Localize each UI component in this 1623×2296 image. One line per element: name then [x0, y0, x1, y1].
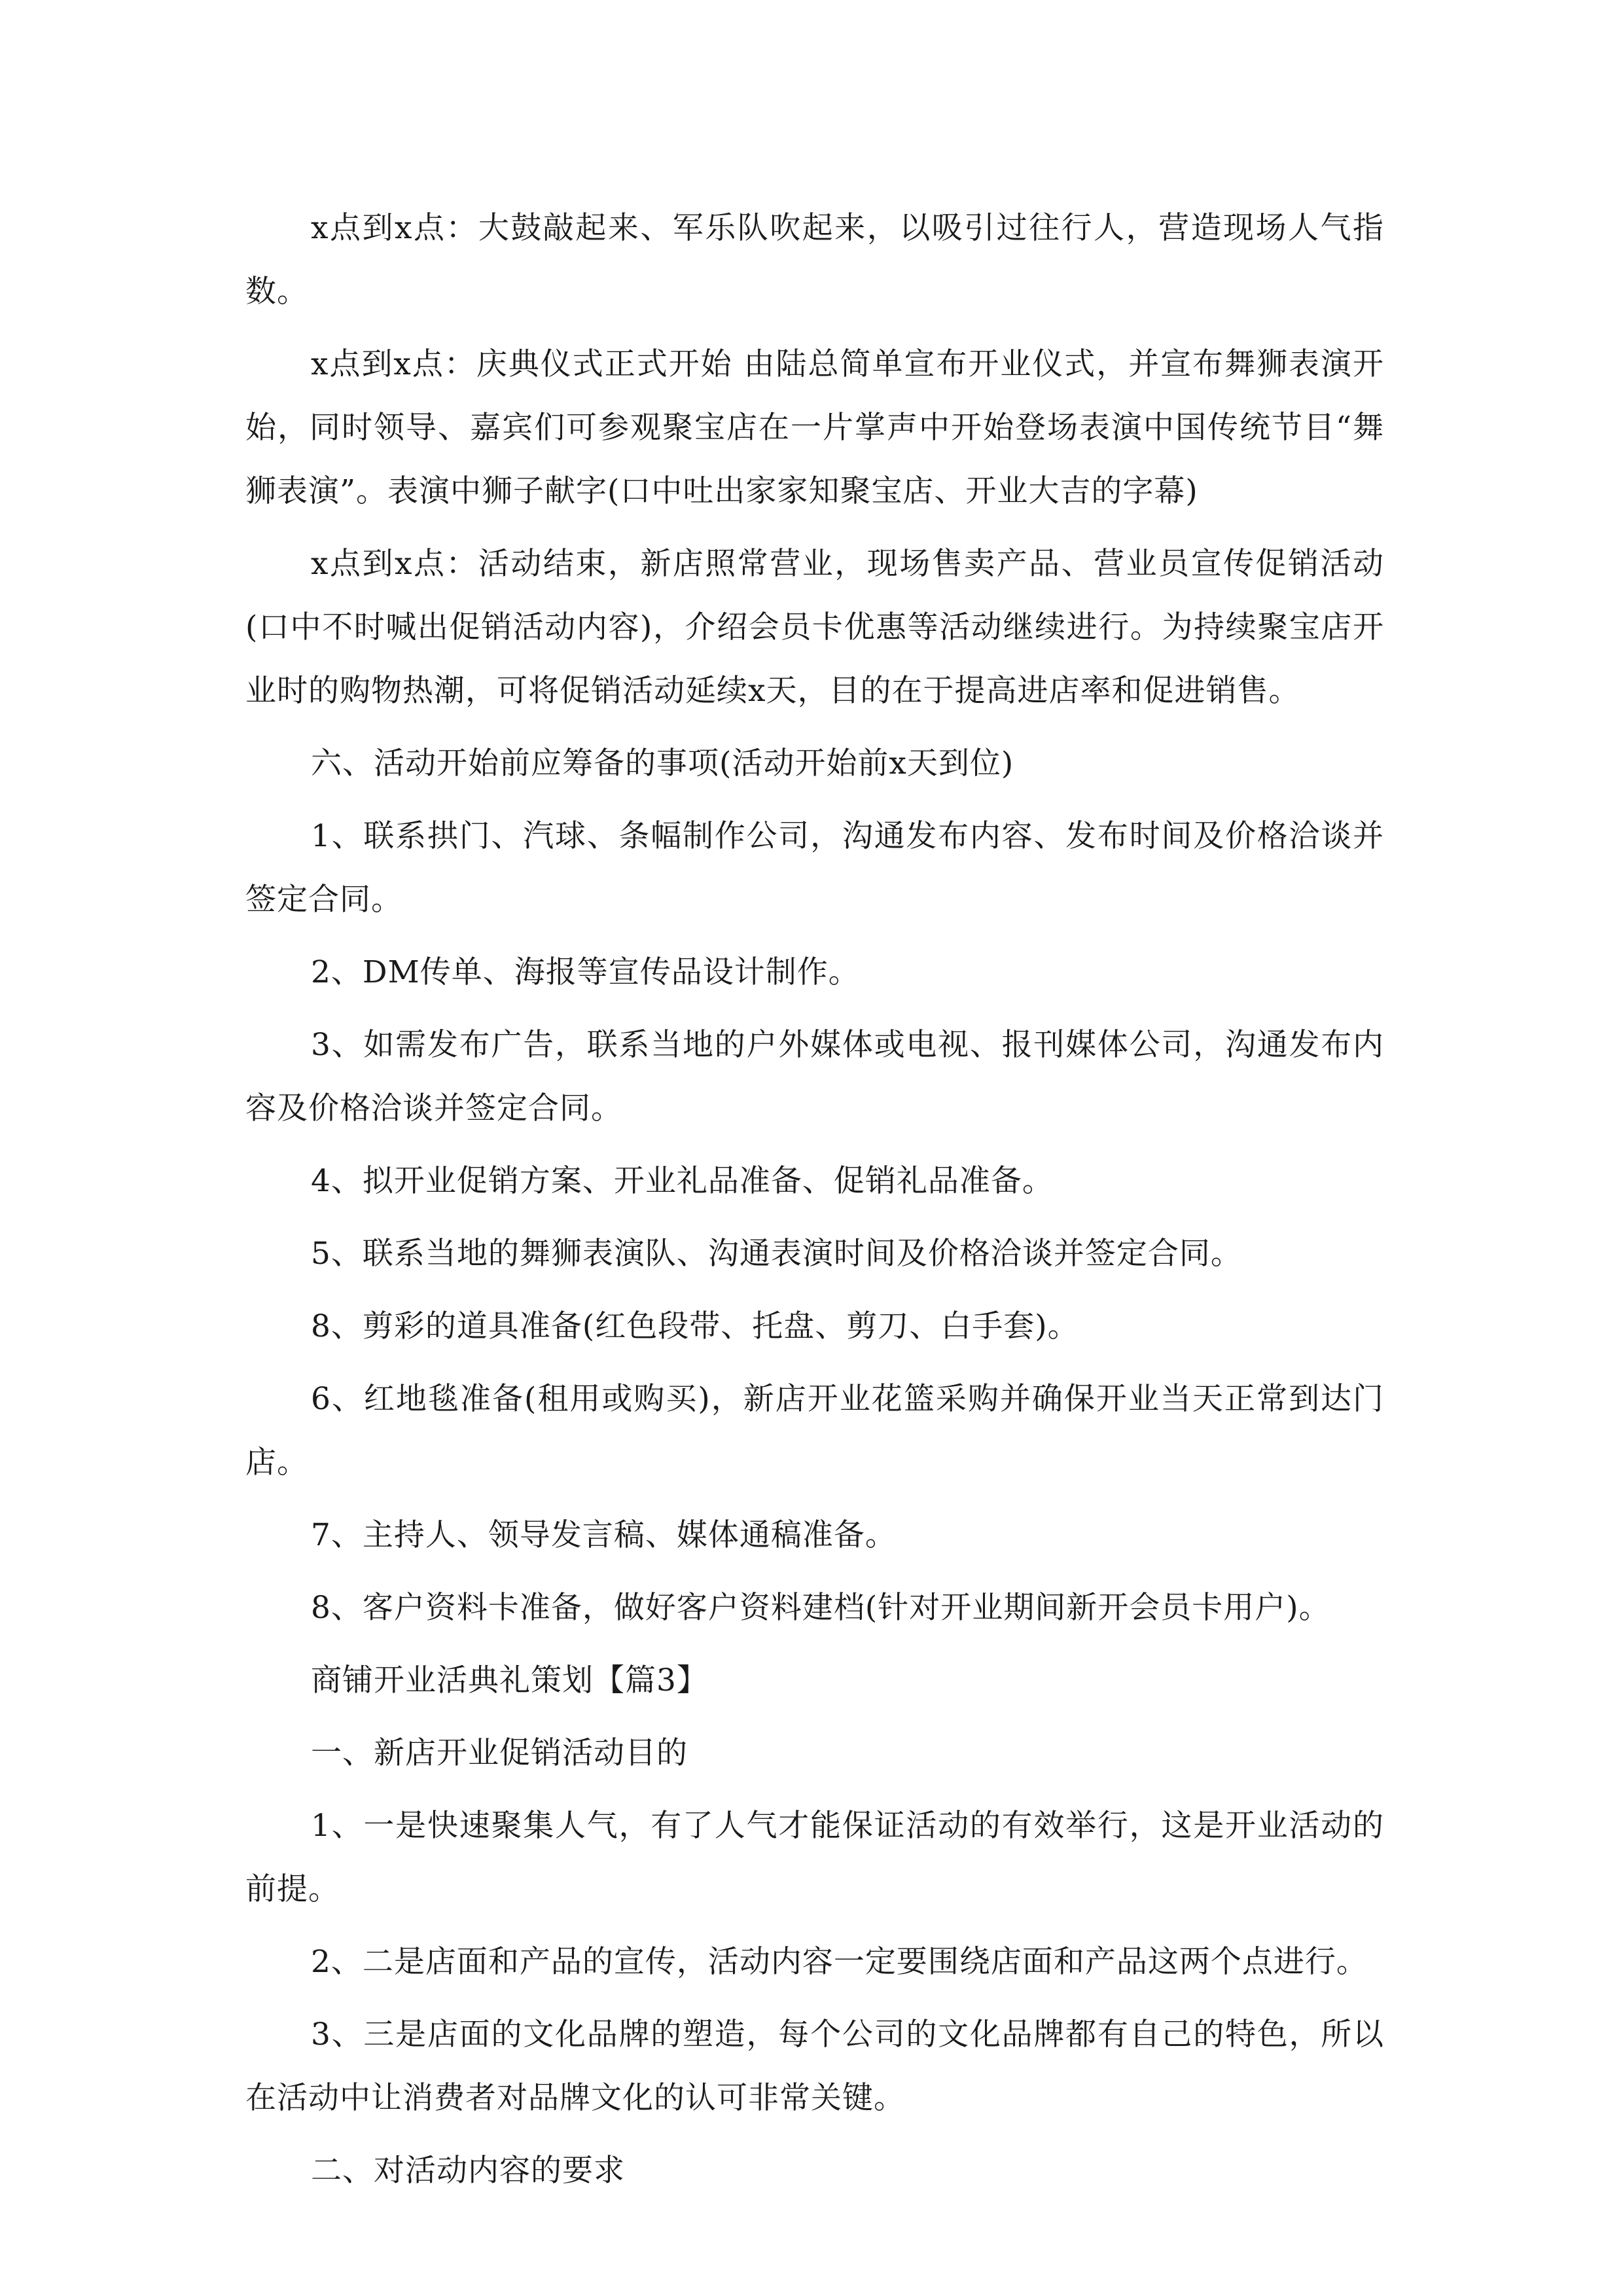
list-item: 2、DM传单、海报等宣传品设计制作。 [311, 954, 860, 990]
list-item: 3、三是店面的文化品牌的塑造，每个公司的文化品牌都有自己的特色，所以在活动中让消费者对品牌文化的认可非常关键。 [245, 2017, 1384, 2116]
section-heading-requirements: 二、对活动内容的要求 [311, 2153, 625, 2189]
paragraph-schedule-1: x点到x点：大鼓敲起来、军乐队吹起来，以吸引过往行人，营造现场人气指数。 [245, 210, 1384, 310]
document-body [245, 196, 1384, 2212]
list-item: 6、红地毯准备(租用或购买)，新店开业花篮采购并确保开业当天正常到达门店。 [245, 1381, 1384, 1480]
paragraph-schedule-2: x点到x点：庆典仪式正式开始 由陆总简单宣布开业仪式，并宣布舞狮表演开始，同时领导、嘉宾们可参观聚宝店在一片掌声中开始登场表演中国传统节目“舞狮表演”。表演中狮子献字(口中吐出家家知聚宝店、开业大吉的字幕) [245, 346, 1384, 509]
list-item: 8、客户资料卡准备，做好客户资料建档(针对开业期间新开会员卡用户)。 [311, 1590, 1330, 1626]
list-item: 1、一是快速聚集人气，有了人气才能保证活动的有效举行，这是开业活动的前提。 [245, 1808, 1384, 1907]
list-item: 5、联系当地的舞狮表演队、沟通表演时间及价格洽谈并签定合同。 [311, 1236, 1242, 1272]
article-title: 商铺开业活典礼策划【篇3】 [311, 1662, 708, 1698]
list-item: 2、二是店面和产品的宣传，活动内容一定要围绕店面和产品这两个点进行。 [311, 1944, 1368, 1980]
list-item: 7、主持人、领导发言稿、媒体通稿准备。 [311, 1517, 897, 1553]
list-item: 4、拟开业促销方案、开业礼品准备、促销礼品准备。 [311, 1163, 1054, 1199]
list-item: 3、如需发布广告，联系当地的户外媒体或电视、报刊媒体公司，沟通发布内容及价格洽谈并签定合同。 [245, 1027, 1384, 1126]
paragraph-schedule-3: x点到x点：活动结束，新店照常营业，现场售卖产品、营业员宣传促销活动(口中不时喊出促销活动内容)，介绍会员卡优惠等活动继续进行。为持续聚宝店开业时的购物热潮，可将促销活动延续x天，目的在于提高进店率和促进销售。 [245, 546, 1384, 709]
section-heading-purpose: 一、新店开业促销活动目的 [311, 1735, 688, 1771]
list-item: 1、联系拱门、汽球、条幅制作公司，沟通发布内容、发布时间及价格洽谈并签定合同。 [245, 818, 1384, 918]
list-item: 8、剪彩的道具准备(红色段带、托盘、剪刀、白手套)。 [311, 1308, 1079, 1344]
section-heading-preparation: 六、活动开始前应筹备的事项(活动开始前x天到位) [311, 745, 1014, 781]
